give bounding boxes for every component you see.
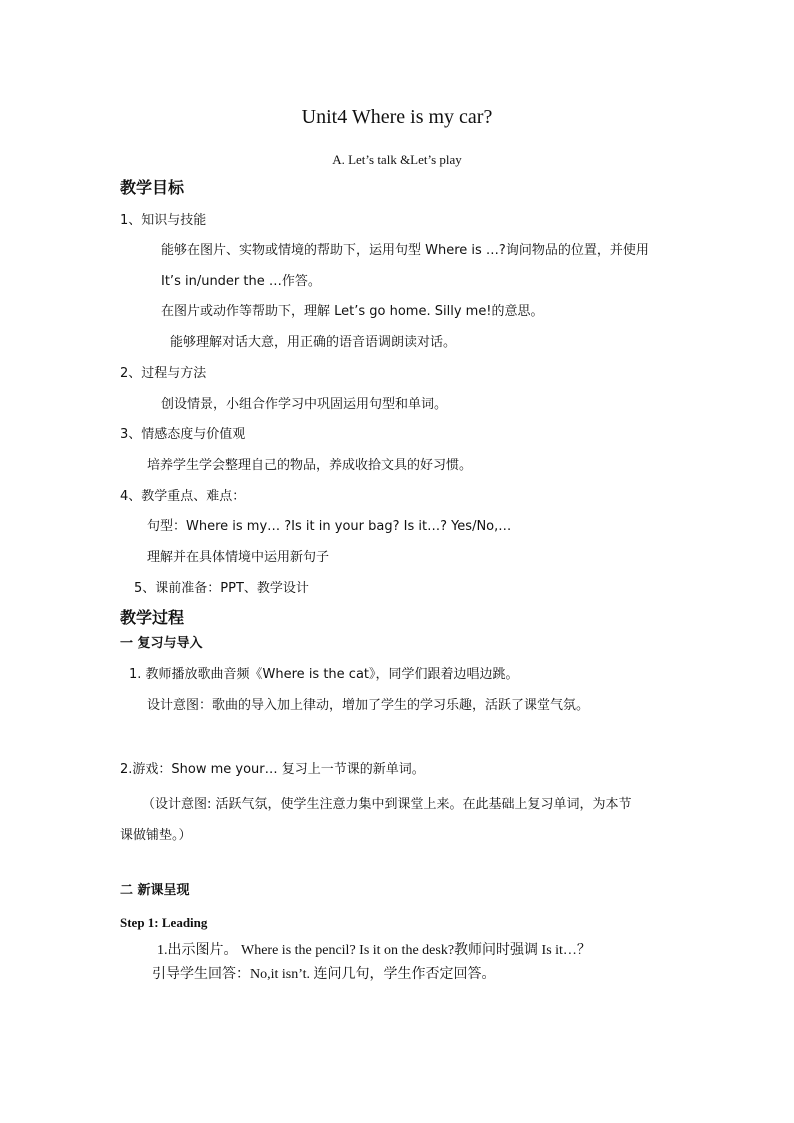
process-heading: 教学过程 bbox=[120, 608, 185, 627]
objective-4-line-1: 句型：Where is my… ?Is it in your bag? Is it…? Yes/No,… bbox=[147, 519, 512, 534]
objective-1-heading: 1、知识与技能 bbox=[120, 213, 207, 228]
part-1-item-1: 1. 教师播放歌曲音频《Where is the cat》，同学们跟着边唱边跳。 bbox=[129, 667, 519, 682]
objective-2-line-1: 创设情景，小组合作学习中巩固运用句型和单词。 bbox=[161, 397, 448, 412]
objective-3-heading: 3、情感态度与价值观 bbox=[120, 427, 246, 442]
objective-1-line-3: 在图片或动作等帮助下，理解 Let’s go home. Silly me!的意思。 bbox=[161, 304, 544, 319]
objective-3-line-1: 培养学生学会整理自己的物品，养成收拾文具的好习惯。 bbox=[147, 458, 473, 473]
part-1-item-2-design-b: 课做铺垫。） bbox=[120, 828, 192, 843]
step-1-heading: Step 1: Leading bbox=[120, 915, 208, 930]
step-1-line-2: 引导学生回答：No,it isn’t. 连问几句，学生作否定回答。 bbox=[152, 967, 496, 982]
document-title: Unit4 Where is my car? bbox=[301, 106, 493, 128]
objective-2-heading: 2、过程与方法 bbox=[120, 366, 207, 381]
objective-1-line-4: 能够理解对话大意，用正确的语音语调朗读对话。 bbox=[170, 335, 457, 350]
step-1-line-1: 1.出示图片。 Where is the pencil? Is it on the desk?教师问时强调 Is it…？ bbox=[157, 943, 591, 958]
part-1-item-1-design: 设计意图：歌曲的导入加上律动，增加了学生的学习乐趣，活跃了课堂气氛。 bbox=[147, 698, 590, 713]
objective-4-heading: 4、教学重点、难点： bbox=[120, 489, 246, 504]
part-1-item-2-design-a: （设计意图: 活跃气氛，使学生注意力集中到课堂上来。在此基础上复习单词，为本节 bbox=[142, 797, 632, 812]
part-2-heading: 二 新课呈现 bbox=[120, 883, 190, 898]
document-subtitle: A. Let’s talk &Let’s play bbox=[332, 152, 462, 167]
objectives-heading: 教学目标 bbox=[120, 178, 185, 197]
objective-4-line-2: 理解并在具体情境中运用新句子 bbox=[147, 550, 330, 565]
part-1-heading: 一 复习与导入 bbox=[120, 636, 203, 651]
part-1-item-2: 2.游戏：Show me your… 复习上一节课的新单词。 bbox=[120, 762, 425, 777]
objective-1-line-1: 能够在图片、实物或情境的帮助下，运用句型 Where is …?询问物品的位置，并使用 bbox=[161, 243, 649, 258]
objective-1-line-2: It’s in/under the …作答。 bbox=[161, 274, 321, 289]
objective-5-line: 5、课前准备：PPT、教学设计 bbox=[134, 581, 309, 596]
